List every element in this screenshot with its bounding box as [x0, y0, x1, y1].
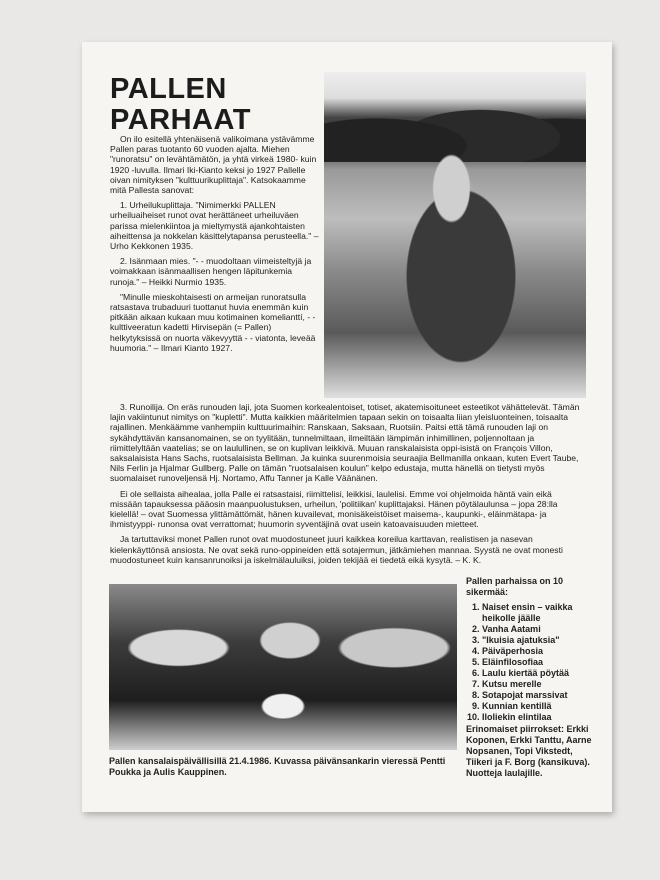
photo-man-in-boat: [324, 72, 586, 398]
list-item: 1. Naiset ensin – vaikka heikolle jäälle: [482, 602, 594, 624]
list-item: 2. Vanha Aatami: [482, 624, 594, 635]
list-item: 8. Sotapojat marssivat: [482, 690, 594, 701]
paragraph: "Minulle mieskohtaisesti on armeijan runoratsulla ratsastava trubaduuri tuottanut huvia enemmän kuin pitkään aikaan kukaan muu kotimainen komelianttí, - - kulttiveeratun kadetti Hirvisepän (= Pallen) helkytyksissä on nuorta väkevyyttä - - viatonta, leveää huumoria." – Ilmari Kianto 1927.: [110, 291, 316, 353]
book-back-cover: [82, 42, 612, 812]
main-text: [110, 402, 586, 570]
photo-dinner-party: [109, 584, 457, 750]
list-item: 9. Kunnian kentillä: [482, 701, 594, 712]
paragraph: 2. Isänmaan mies. "- - muodoltaan viimeisteltyjä ja voimakkaan isänmaallisen hengen läpitunkemia runoja." – Heikki Nurmio 1935.: [110, 256, 312, 287]
page-title: [110, 74, 310, 136]
photo-man: [366, 126, 556, 376]
paragraph: 3. Runoilija. On eräs runouden laji, jota Suomen korkealentoiset, totiset, akatemisoituneet esteetikot vähättelevät. Tämän lajin vakiintunut nimitys on "kupletti". Mutta kaikkien määritelmien tapaan sekin on toisaalta liian yleisluonteinen, toisaalta rajallinen. Menkäämme vanhempiin kulttuurimaihin: Ranskaan, Saksaan, Ruotsiin. Paitsi että tämä runouden laji on sykähdyttävän kansanomainen, se on tyylitään, tunnelmiltaan, ilmeiltään lämpimän inhimillinen, poljennoltaan ja riimittelyltään vaatelias; se on laulullinen, se on kuplivan leikkivä. Muuan ranskalaisista oppi-isistä on François Villon, saksalaisista Hans Sachs, ruotsalaisista Bellman. Ja kuinka suurenmoisia seuraajia Bellmanilla onkaan, kuten Evert Taube, Nils Ferlin ja Hjalmar Gullberg. Palle on tämän "ruotsalaisen koulun" kelpo edustaja, mutta hänellä on tietysti myös suomalaiset runoveljensä Hj. Nortamo, Affu Tanner ja Kalle Väänänen.: [110, 402, 580, 484]
paragraph: 1. Urheilukuplittaja. "Nimimerkki PALLEN urheiluaiheiset runot ovat herättäneet urheiluväen parissa mielenkiintoa ja mieltymystä ajankohtaisten aiheittensa ja nokkelan käsittelytapansa perusteella." – Urho Kekkonen 1935.: [110, 200, 319, 252]
paragraph: Ei ole sellaista aihealaa, jolla Palle ei ratsastaisi, riimittelisi, leikkisi, laulelisi. Emme voi ohjelmoida häntä vain eikä missään tapauksessa pääosin maanpuolustuksen, urheilun, 'politiikan' kuplittajaksi. Hänen pöytälaulunsa – jopa 28:lla kielellä! – ovat Suomessa ylittämättömät, hänen kuvailevat, monisäkeistöiset maisema-, kaupunki-, eläinmätapa- ja ihmistyyppi- runonsa ovat verrattomat; huumorin syventäjinä ovat usein katoavaisuuden mietteet.: [110, 488, 558, 530]
title-line-1: PALLEN: [110, 73, 227, 105]
photo-people: [109, 604, 457, 750]
contents-sidebar: [466, 576, 594, 779]
list-item: 3. "Ikuisia ajatuksia": [482, 635, 594, 646]
list-item: 6. Laulu kiertää pöytää: [482, 668, 594, 679]
photo-caption: Pallen kansalaispäivällisillä 21.4.1986. Kuvassa päivänsankarin vieressä Pentti Poukka ja Aulis Kauppinen.: [109, 756, 446, 777]
sidebar-heading: Pallen parhaissa on 10 sikermää:: [466, 576, 564, 597]
sidebar-list: [466, 602, 594, 723]
intro-text: [110, 134, 322, 358]
list-item: 7. Kutsu merelle: [482, 679, 594, 690]
list-item: 4. Päiväperhosia: [482, 646, 594, 657]
title-line-2: PARHAAT: [110, 104, 251, 136]
list-item: 5. Eläinfilosofiaa: [482, 657, 594, 668]
paragraph: Ja tartuttaviksi monet Pallen runot ovat muodostuneet juuri kaikkea koreilua karttavan, realistisen ja nasevan kielenkäyttönsä ansiosta. Ne ovat sekä runo-oppineiden että sotajermun, jätkämiehen mannaa. Syystä ne ovat monesti muodostuneet kuin kansanrunoiksi ja iskelmälauluiksi, joiden tekijää ei tiedetä eikä kysytä. – K. K.: [110, 534, 563, 565]
sidebar-credits: Erinomaiset piirrokset: Erkki Koponen, Erkki Tanttu, Aarne Nopsanen, Topi Vikstedt, Tiikeri ja F. Borg (kansikuva). Nuotteja laulajille.: [466, 724, 592, 778]
paragraph: On ilo esitellä yhtenäisenä valikoimana ystävämme Pallen paras tuotanto 60 vuoden ajalta. Miehen "runoratsu" on levähtämätön, ja yhtä virkeä 1980- kuin 1920 -luvulla. Ilmari Iki-Kianto keksi jo 1927 Pallelle oivan nimityksen "kulttuurikuplittaja". Katsokaamme mitä Pallesta sanovat:: [110, 134, 317, 196]
list-item: 10. Iloliekin elintilaa: [482, 712, 594, 723]
